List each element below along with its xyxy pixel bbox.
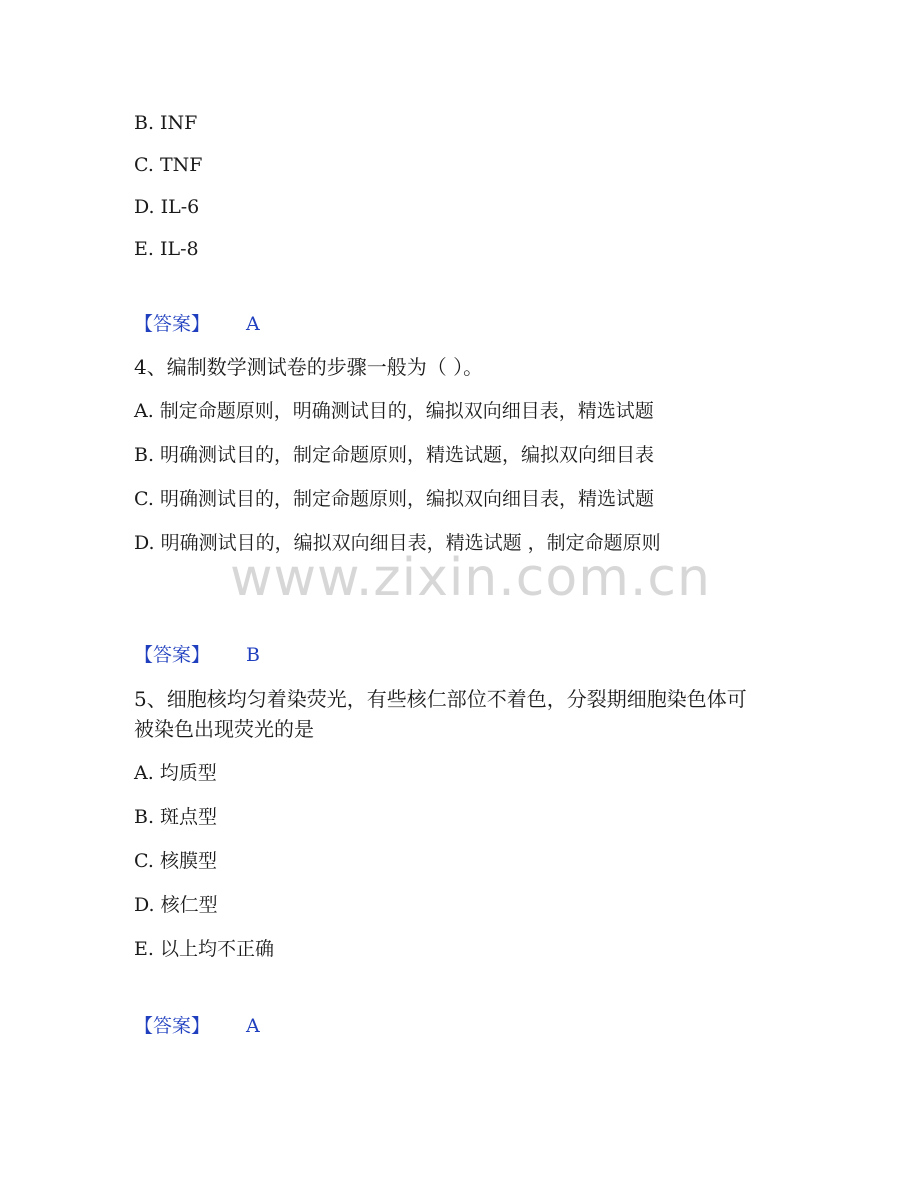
option-e: E. IL-8 [134, 238, 199, 260]
option-d: D. 核仁型 [134, 894, 218, 916]
option-b: B. 斑点型 [134, 806, 218, 828]
option-e: E. 以上均不正确 [134, 938, 274, 960]
option-c: C. 明确测试目的，制定命题原则，编拟双向细目表，精选试题 [134, 488, 654, 510]
answer-label: 【答案】 [134, 644, 211, 666]
answer-label: 【答案】 [134, 313, 211, 335]
question-stem-line-2: 被染色出现荧光的是 [134, 717, 314, 741]
answer-label: 【答案】 [134, 1015, 211, 1037]
answer-row [134, 312, 260, 336]
option-d: D. 明确测试目的，编拟双向细目表，精选试题 ，制定命题原则 [134, 532, 661, 554]
option-d: D. IL-6 [134, 196, 200, 218]
answer-value: A [246, 313, 260, 335]
answer-row [134, 643, 260, 667]
question-stem-line-1: 5、细胞核均匀着染荧光，有些核仁部位不着色，分裂期细胞染色体可 [134, 687, 747, 711]
answer-row [134, 1014, 260, 1038]
option-c: C. TNF [134, 154, 203, 176]
option-a: A. 均质型 [134, 762, 217, 784]
option-b: B. INF [134, 112, 198, 134]
answer-value: B [246, 644, 260, 666]
option-b: B. 明确测试目的，制定命题原则，精选试题，编拟双向细目表 [134, 444, 655, 466]
option-c: C. 核膜型 [134, 850, 217, 872]
option-a: A. 制定命题原则，明确测试目的，编拟双向细目表，精选试题 [134, 400, 654, 422]
watermark: www.zixin.com.cn [230, 548, 711, 608]
answer-value: A [246, 1015, 260, 1037]
question-stem: 4、编制数学测试卷的步骤一般为（ ）。 [134, 355, 484, 379]
